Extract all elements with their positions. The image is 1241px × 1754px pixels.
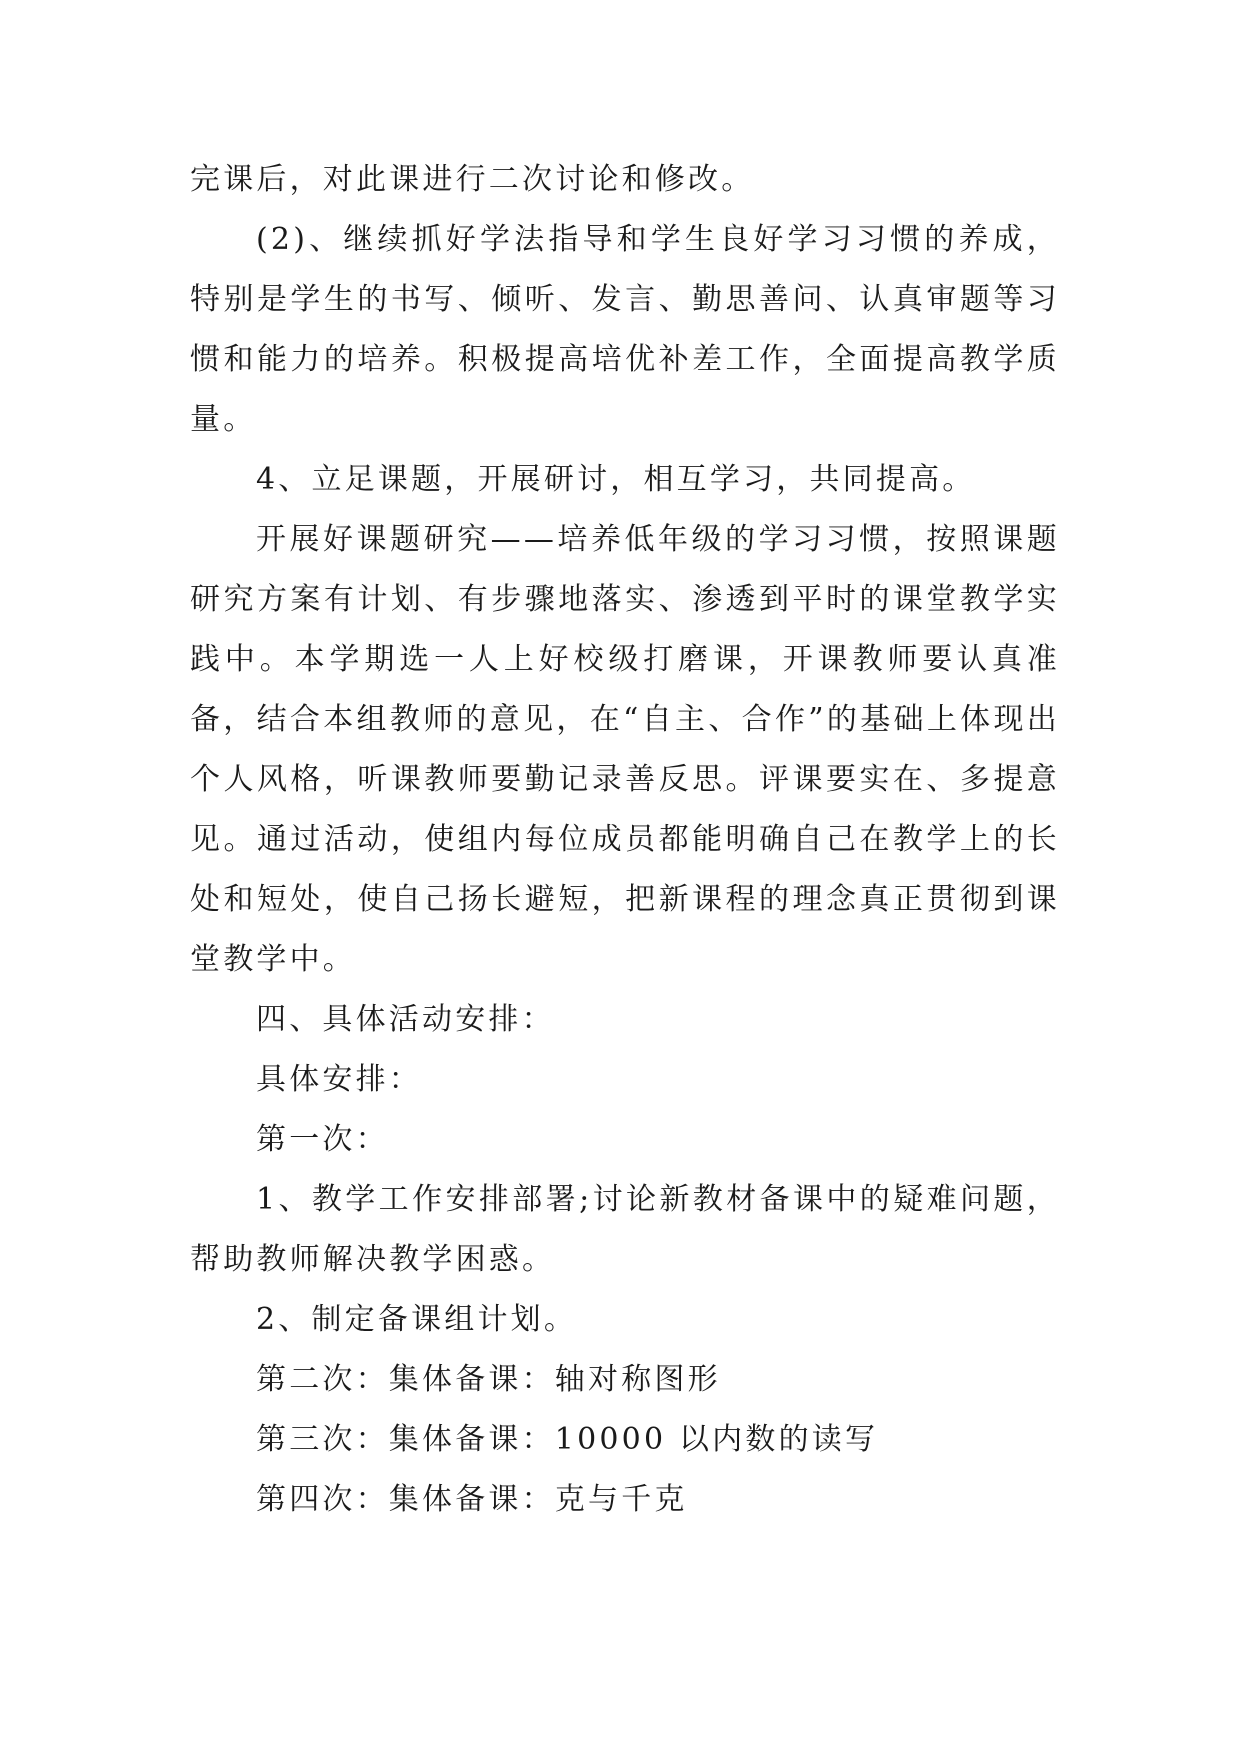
paragraph-first-session-item-1: 1、教学工作安排部署;讨论新教材备课中的疑难问题，帮助教师解决教学困惑。 bbox=[190, 1182, 1060, 1277]
paragraph-study-habits: (2)、继续抓好学法指导和学生良好学习习惯的养成，特别是学生的书写、倾听、发言、勤思善问、认真审题等习惯和能力的培养。积极提高培优补差工作，全面提高教学质量。 bbox=[190, 222, 1060, 437]
paragraph-first-session: 第一次： bbox=[256, 1122, 389, 1157]
paragraph-research-topic: 4、立足课题，开展研讨，相互学习，共同提高。 bbox=[256, 462, 976, 497]
paragraph-continuation: 完课后，对此课进行二次讨论和修改。 bbox=[190, 162, 755, 197]
paragraph-research-plan: 开展好课题研究——培养低年级的学习习惯，按照课题研究方案有计划、有步骤地落实、渗透到平时的课堂教学实践中。本学期选一人上好校级打磨课，开课教师要认真准备，结合本组教师的意见，在“自主、合作”的基础上体现出个人风格，听课教师要勤记录善反思。评课要实在、多提意见。通过活动，使组内每位成员都能明确自己在教学上的长处和短处，使自己扬长避短，把新课程的理念真正贯彻到课堂教学中。 bbox=[190, 522, 1060, 977]
paragraph-second-session: 第二次：集体备课：轴对称图形 bbox=[256, 1362, 721, 1397]
paragraph-first-session-item-2: 2、制定备课组计划。 bbox=[256, 1302, 578, 1337]
paragraph-third-session: 第三次：集体备课：10000 以内数的读写 bbox=[256, 1422, 879, 1457]
section-heading-activities: 四、具体活动安排： bbox=[256, 1002, 555, 1037]
document-body bbox=[190, 150, 1060, 1530]
paragraph-fourth-session: 第四次：集体备课：克与千克 bbox=[256, 1482, 688, 1517]
paragraph-arrangement-label: 具体安排： bbox=[256, 1062, 422, 1097]
